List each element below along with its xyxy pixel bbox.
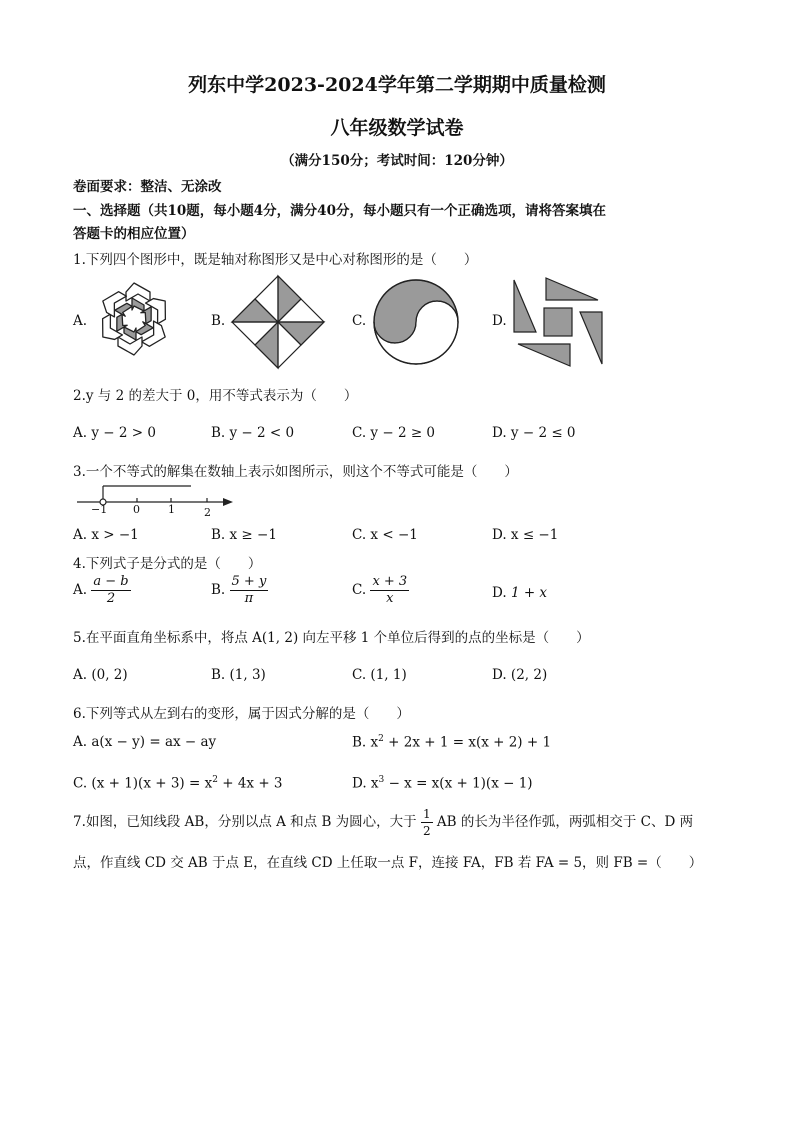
- question-6: 6.下列等式从左到右的变形，属于因式分解的是（ ）: [73, 706, 410, 722]
- q4-fraction-a: [91, 574, 130, 607]
- q4-option-c: [352, 574, 409, 607]
- q5-option-c: C. (1, 1): [352, 667, 407, 683]
- q2-option-c: C. y − 2 ≥ 0: [352, 425, 436, 441]
- q4-option-a: [73, 574, 131, 607]
- q7-text-start: 7.如图，已知线段 AB，分别以点 A 和点 B 为圆心，大于: [73, 814, 417, 830]
- q3-tick-1: 1: [168, 503, 175, 516]
- q3-option-a: A. x > −1: [73, 527, 139, 543]
- q6-b-lhs: B. x: [352, 734, 379, 751]
- q4-fraction-b: [230, 574, 269, 607]
- question-4: 4.下列式子是分式的是（ ）: [73, 556, 262, 572]
- question-2: 2.y 与 2 的差大于 0，用不等式表示为（ ）: [73, 388, 358, 404]
- q4-c-numerator: x + 3: [372, 574, 408, 589]
- q6-d-exponent: 3: [378, 775, 385, 785]
- q4-option-b: [211, 574, 268, 607]
- section-heading-line2: 答题卡的相应位置）: [73, 226, 195, 242]
- q4-label-c: C.: [352, 582, 367, 598]
- q6-option-d: [352, 775, 533, 792]
- q4-label-a: A.: [73, 582, 88, 598]
- paper-requirements: 卷面要求：整洁、无涂改: [73, 179, 222, 195]
- q4-b-denominator: π: [244, 591, 254, 606]
- q7-frac-numerator: 1: [422, 807, 431, 821]
- q1-label-d: D.: [492, 313, 507, 329]
- q1-label-a: A.: [73, 313, 88, 329]
- q4-fraction-c: [370, 574, 409, 607]
- q6-c-rest: + 4x + 3: [217, 775, 283, 792]
- q3-number-line: [73, 482, 243, 522]
- q4-a-denominator: 2: [106, 591, 116, 606]
- q3-tick-0: 0: [133, 503, 140, 516]
- q5-option-b: B. (1, 3): [211, 667, 266, 683]
- q1-figure-a: [92, 277, 176, 361]
- q6-b-rest: + 2x + 1 = x(x + 2) + 1: [383, 734, 552, 751]
- q3-option-d: D. x ≤ −1: [492, 527, 559, 543]
- q1-figure-b: [230, 274, 326, 370]
- q4-label-d: D.: [492, 585, 507, 601]
- exam-subtitle: 八年级数学试卷: [330, 117, 464, 139]
- exam-info: （满分150分；考试时间：120分钟）: [281, 153, 513, 169]
- q3-option-b: B. x ≥ −1: [211, 527, 277, 543]
- question-7-line1: [73, 806, 693, 839]
- q6-option-b: [352, 734, 551, 751]
- q4-d-expression: 1 + x: [510, 585, 548, 601]
- q7-text-end: AB 的长为半径作弧，两弧相交于 C、D 两: [436, 814, 694, 830]
- q3-tick-2: 2: [204, 506, 211, 519]
- q5-option-a: A. (0, 2): [73, 667, 128, 683]
- q6-b-exponent: 2: [378, 734, 384, 744]
- q6-option-c: [73, 775, 283, 792]
- q5-option-d: D. (2, 2): [492, 667, 548, 683]
- question-5: 5.在平面直角坐标系中，将点 A(1, 2) 向左平移 1 个单位后得到的点的坐标是（ ）: [73, 630, 590, 646]
- q1-label-c: C.: [352, 313, 367, 329]
- q2-option-b: B. y − 2 < 0: [211, 425, 295, 441]
- q7-frac-denominator: 2: [422, 824, 431, 838]
- q2-option-d: D. y − 2 ≤ 0: [492, 425, 576, 441]
- q6-d-lhs: D. x: [352, 775, 379, 792]
- q4-option-d: [492, 585, 547, 601]
- q7-fraction: [421, 806, 433, 839]
- q4-c-denominator: x: [386, 591, 394, 606]
- question-3: 3.一个不等式的解集在数轴上表示如图所示，则这个不等式可能是（ ）: [73, 464, 518, 480]
- q3-tick-minus1: −1: [91, 503, 108, 516]
- q4-label-b: B.: [211, 582, 226, 598]
- section-heading-line1: 一、选择题（共10题，每小题4分，满分40分，每小题只有一个正确选项，请将答案填在: [73, 203, 606, 219]
- q1-label-b: B.: [211, 313, 226, 329]
- question-7-line2: 点，作直线 CD 交 AB 于点 E，在直线 CD 上任取一点 F，连接 FA，FB 若 FA = 5，则 FB =（ ）: [73, 855, 703, 871]
- q4-b-numerator: 5 + y: [231, 574, 267, 589]
- q6-d-rest: − x = x(x + 1)(x − 1): [384, 775, 533, 792]
- q3-option-c: C. x < −1: [352, 527, 418, 543]
- q4-a-numerator: a − b: [93, 574, 129, 589]
- exam-title: 列东中学2023-2024学年第二学期期中质量检测: [188, 74, 606, 96]
- q6-c-lhs: C. (x + 1)(x + 3) = x: [73, 775, 213, 792]
- q2-option-a: A. y − 2 > 0: [73, 425, 156, 441]
- question-1: 1.下列四个图形中，既是轴对称图形又是中心对称图形的是（ ）: [73, 252, 478, 268]
- q1-figure-d: [510, 274, 606, 370]
- q1-figure-c: [370, 276, 462, 368]
- q6-c-exponent: 2: [212, 775, 218, 785]
- q6-option-a: A. a(x − y) = ax − ay: [73, 734, 217, 750]
